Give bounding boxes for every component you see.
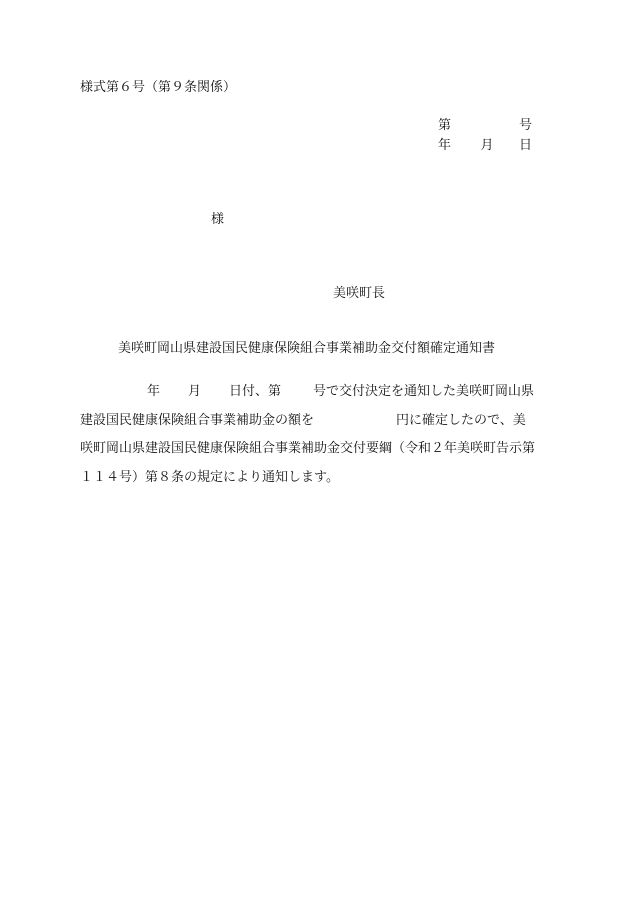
body-year: 年 [147, 384, 161, 399]
document-number-suffix: 号 [518, 118, 532, 133]
body-line-2-rest: 円に確定したので、美 [396, 412, 526, 428]
document-number-prefix: 第 [438, 118, 452, 133]
body-line-1 [80, 385, 550, 414]
document-number-row [438, 119, 538, 139]
issuer-name: 美咲町長 [333, 286, 386, 301]
body-month: 月 [188, 384, 202, 399]
body-line-3: 咲町岡山県建設国民健康保険組合事業補助金交付要綱（令和２年美咲町告示第 [80, 441, 536, 456]
document-title: 美咲町岡山県建設国民健康保険組合事業補助金交付額確定通知書 [118, 341, 496, 356]
date-month: 月 [480, 138, 494, 153]
date-day: 日 [518, 138, 532, 153]
body-paragraph [80, 385, 550, 499]
form-number: 様式第６号（第９条関係） [80, 80, 237, 95]
date-row [438, 139, 538, 159]
body-line-2-start: 建設国民健康保険組合事業補助金の額を [80, 412, 315, 428]
reference-block [438, 119, 538, 159]
body-line-1-rest: 号で交付決定を通知した美咲町岡山県 [313, 384, 535, 399]
date-year: 年 [438, 138, 452, 153]
body-dated: 日付、第 [229, 384, 282, 399]
addressee-honorific: 様 [211, 212, 225, 227]
body-line-2 [80, 414, 550, 443]
body-line-4: １１４号）第８条の規定により通知します。 [80, 469, 339, 485]
